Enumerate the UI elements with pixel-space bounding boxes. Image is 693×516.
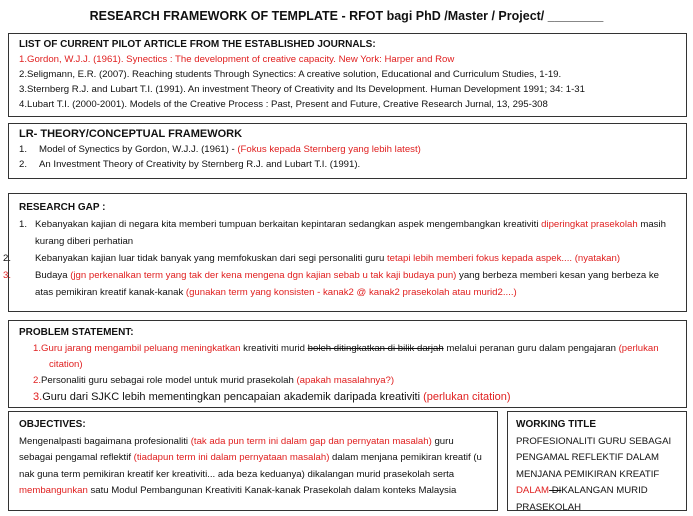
working-title-section [507, 411, 687, 511]
article-item: 1.Gordon, W.J.J. (1961). Synectics : The development of creative capacity. New York: Harper and Row [19, 54, 455, 65]
research-gap-section [3, 193, 687, 312]
objectives-heading: OBJECTIVES: [19, 419, 86, 430]
objectives-section [8, 411, 498, 511]
objectives-text: Mengenalpasti bagaimana profesionaliti (tak ada pun term ini dalam gap dan pernyatan masalah) guru sebagai pengamal reflektif (tiadapun term ini dalam pernyataan masalah) dalam menjana pemikiran kreatif (u nak guna term pemikiran kreatif ker kreativiti... ada beza keduanya) dikalangan murid prasekolah serta membangunkan satu Modul Pembangunan Kreativiti Kanak-kanak Prasekolah dalam konteks Malaysia [19, 435, 482, 496]
page-title: RESEARCH FRAMEWORK OF TEMPLATE - RFOT bagi PhD /Master / Project/ ________ [89, 9, 604, 23]
gap-heading: RESEARCH GAP : [19, 202, 106, 213]
gap-item: 3. Budaya (jgn perkenalkan term yang tak der kena mengena dgn kajian sebab u tak kaji budaya pun) yang berbeza memberi kesan yang berbeza ke atas pemikiran kreatif kanak-kanak (gunakan term yang konsisten - kanak2 @ kanak2 prasekolah atau murid2....) [3, 270, 660, 298]
theory-section [8, 123, 687, 179]
articles-heading: LIST OF CURRENT PILOT ARTICLE FROM THE ESTABLISHED JOURNALS: [19, 39, 376, 50]
problem-item: 2.Personaliti guru sebagai role model untuk murid prasekolah (apakah masalahnya?) [33, 375, 395, 386]
theory-item: 1. Model of Synectics by Gordon, W.J.J. (1961) - (Fokus kepada Sternberg yang lebih latest) [19, 144, 421, 155]
article-item: 3.Sternberg R.J. and Lubart T.I. (1991). An investment Theory of Creativity and Its Development. Human Development 1991; 34: 1-31 [19, 84, 585, 95]
articles-section [8, 33, 687, 117]
theory-heading: LR- THEORY/CONCEPTUAL FRAMEWORK [19, 128, 243, 140]
article-item: 2.Seligmann, E.R. (2007). Reaching students Through Synectics: A creative solution, Educational and Curriculum Studies, 1-19. [19, 69, 562, 80]
problem-item: 3.Guru dari SJKC lebih mementingkan pencapaian akademik daripada kreativiti (perlukan citation) [33, 391, 511, 403]
problem-heading: PROBLEM STATEMENT: [19, 327, 134, 338]
article-item: 4.Lubart T.I. (2000-2001). Models of the Creative Process : Past, Present and Future, Creative Research Jurnal, 13, 295-308 [19, 99, 548, 110]
gap-item: 1. Kebanyakan kajian di negara kita memberi tumpuan berkaitan kepintaran sedangkan aspek mengembangkan kreativiti diperingkat prasekolah masih kurang diberi perhatian [19, 219, 666, 247]
problem-statement-section [8, 320, 687, 408]
gap-item: 2. Kebanyakan kajian luar tidak banyak yang memfokuskan dari segi personaliti guru tetapi lebih memberi fokus kepada aspek.... (nyatakan) [3, 253, 621, 264]
working-title-text: PROFESIONALITI GURU SEBAGAI PENGAMAL REFLEKTIF DALAM MENJANA PEMIKIRAN KREATIF DALAM DIKALANGAN MURID PRASEKOLAH [516, 435, 672, 513]
working-title-heading: WORKING TITLE [516, 419, 596, 430]
theory-item: 2. An Investment Theory of Creativity by Sternberg R.J. and Lubart T.I. (1991). [19, 159, 361, 170]
problem-item: 1.Guru jarang mengambil peluang meningkatkan kreativiti murid boleh ditingkatkan di bilik darjah melalui peranan guru dalam pengajaran (perlukan citation) [33, 343, 659, 370]
